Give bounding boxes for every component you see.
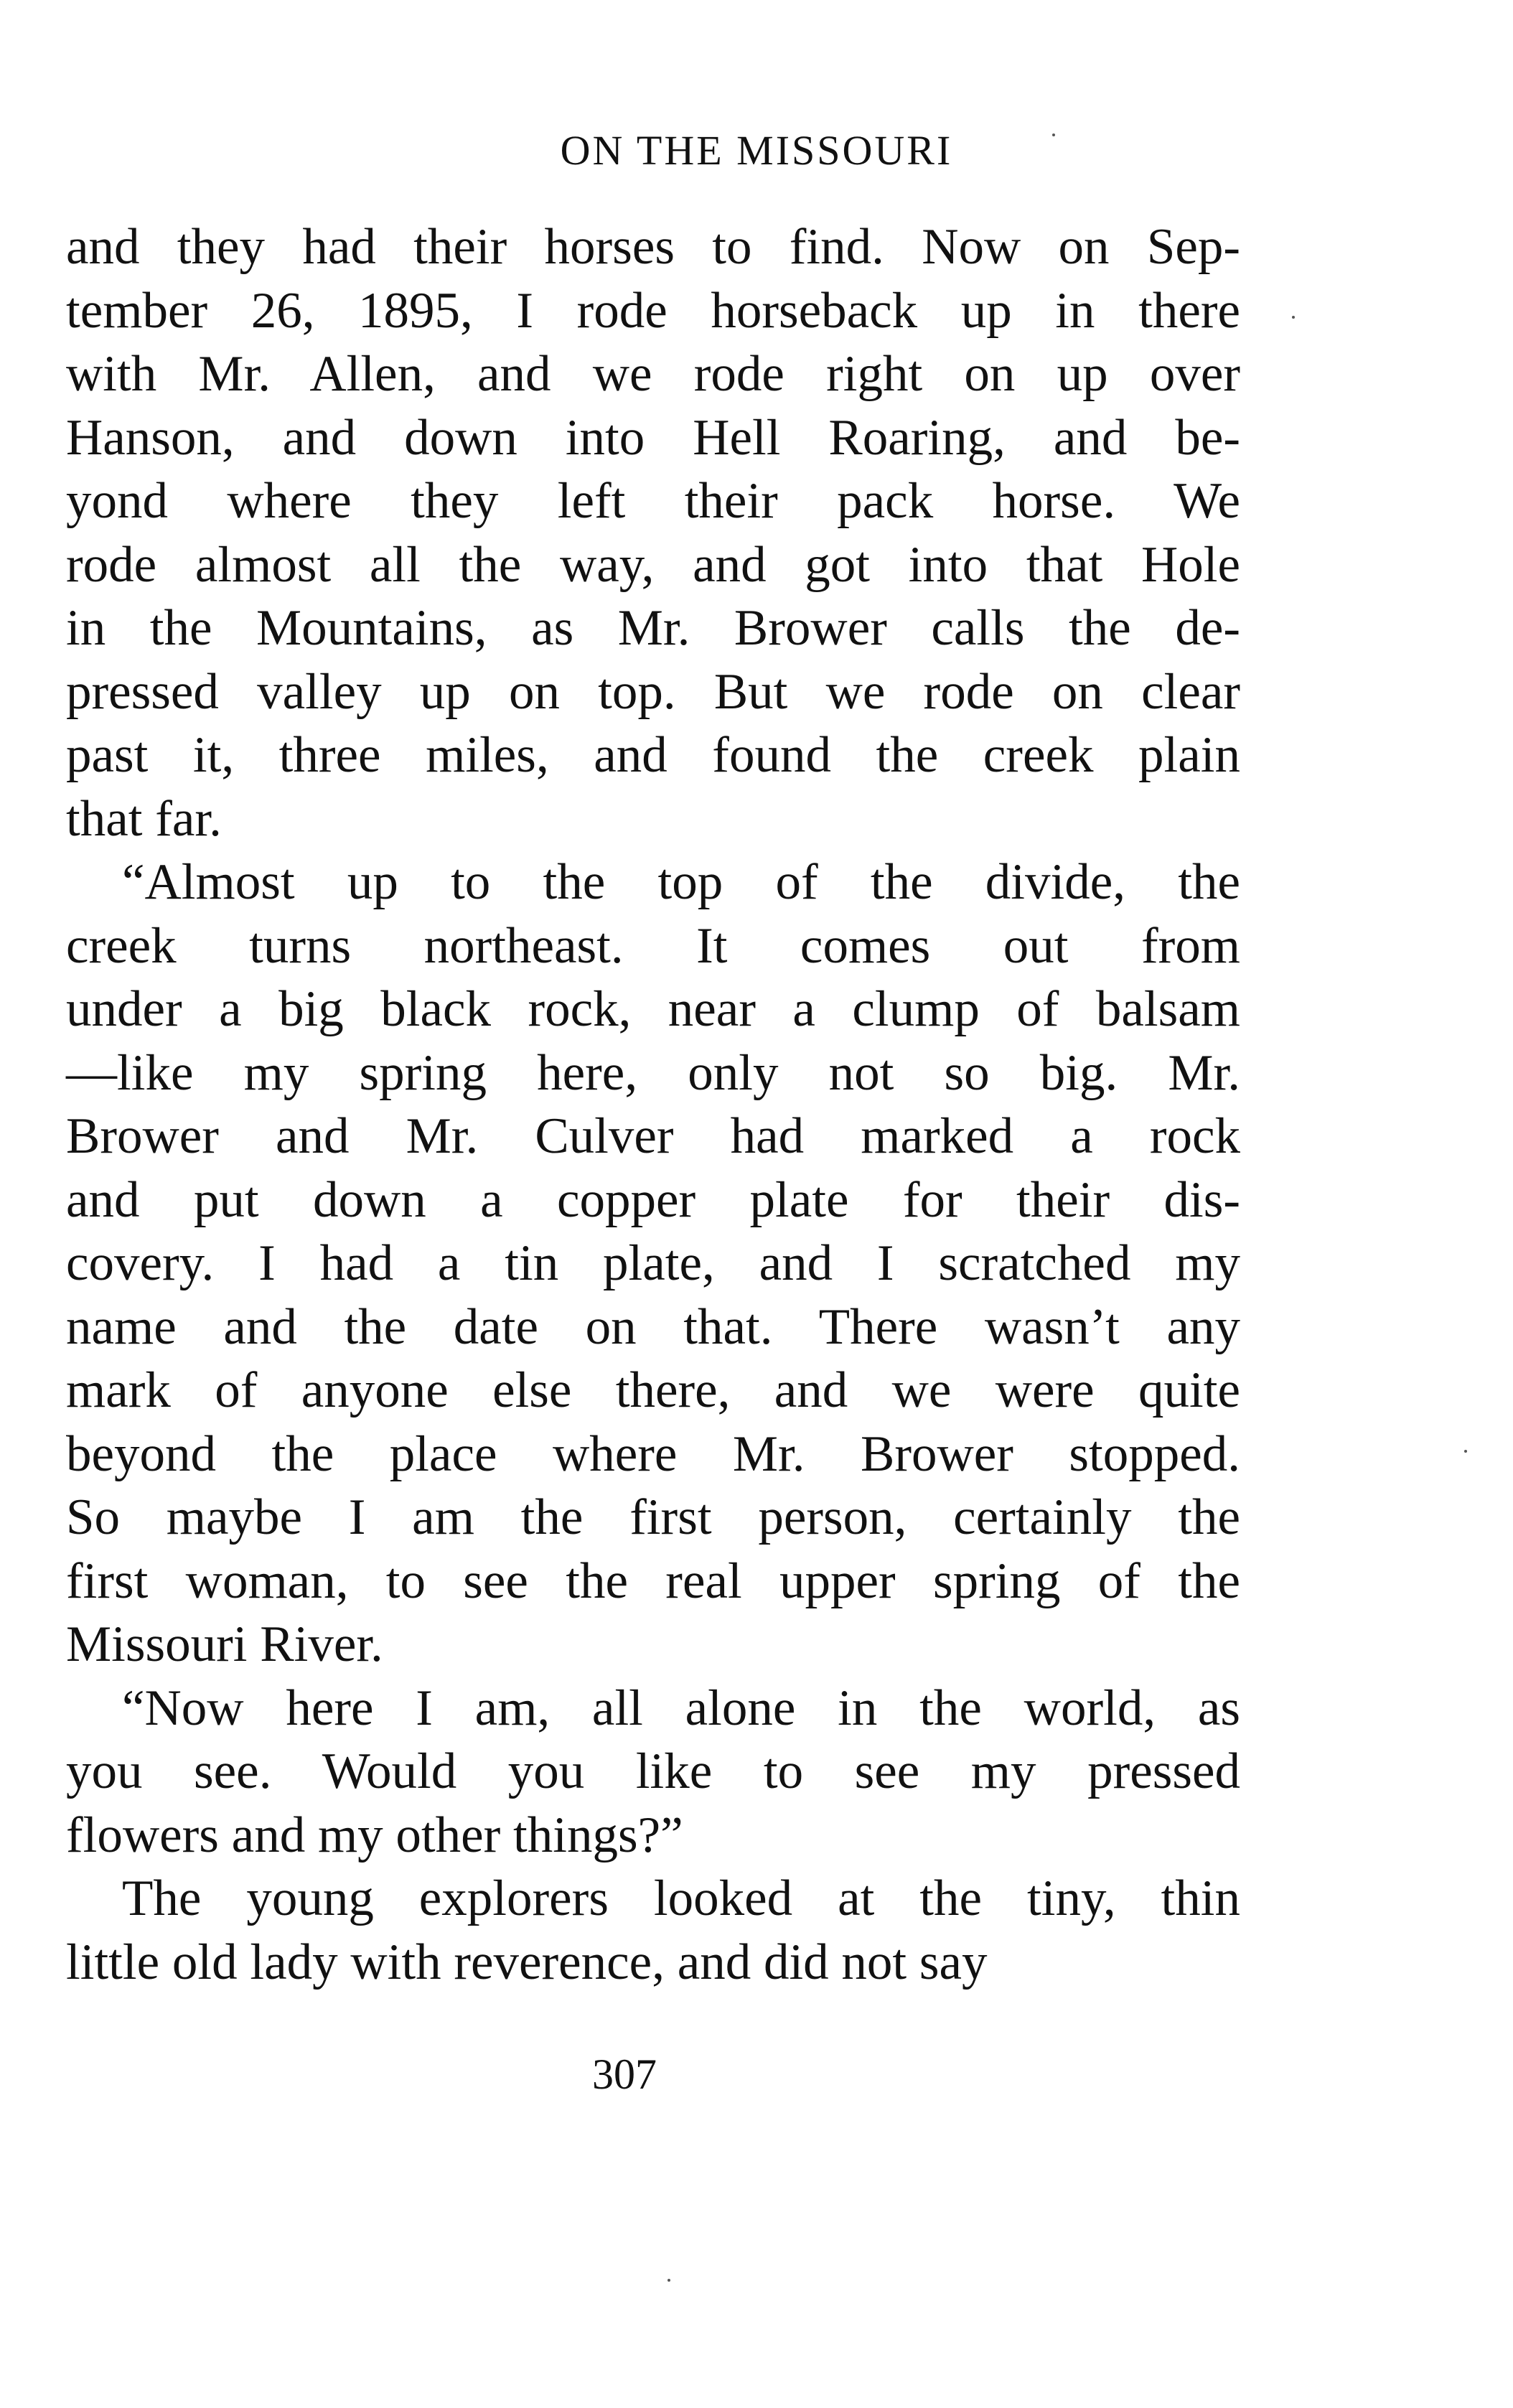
text-line: in the Mountains, as Mr. Brower calls the de- [66, 600, 1240, 656]
paragraph [66, 851, 1240, 1677]
text-line: covery. I had a tin plate, and I scratched my [66, 1235, 1240, 1291]
text-line: under a big black rock, near a clump of balsam [66, 981, 1240, 1037]
text-line: yond where they left their pack horse. We [66, 473, 1240, 529]
paragraph [66, 215, 1240, 851]
running-head: ON THE MISSOURI [560, 127, 953, 174]
paragraph [66, 1867, 1240, 1994]
text-line: and put down a copper plate for their dis- [66, 1171, 1240, 1228]
text-line: first woman, to see the real upper spring of the [66, 1552, 1240, 1609]
text-line: name and the date on that. There wasn’t any [66, 1298, 1240, 1355]
text-line: little old lady with reverence, and did not say [66, 1934, 988, 1990]
text-line: pressed valley up on top. But we rode on clear [66, 663, 1240, 720]
text-line: Hanson, and down into Hell Roaring, and be- [66, 409, 1240, 466]
text-line: beyond the place where Mr. Brower stopped. [66, 1425, 1240, 1482]
text-line: Brower and Mr. Culver had marked a rock [66, 1108, 1240, 1164]
text-line: —like my spring here, only not so big. Mr. [66, 1044, 1240, 1101]
paper-speck [1292, 316, 1295, 319]
body-text [66, 215, 1240, 1994]
paper-speck [668, 2279, 670, 2282]
text-line: flowers and my other things?” [66, 1807, 683, 1863]
text-line: and they had their horses to find. Now on Sep- [66, 219, 1240, 275]
paper-speck [1052, 133, 1055, 136]
text-line: The young explorers looked at the tiny, thin [122, 1870, 1240, 1926]
text-line: “Almost up to the top of the divide, the [122, 854, 1240, 910]
text-line: creek turns northeast. It comes out from [66, 917, 1240, 974]
text-line: “Now here I am, all alone in the world, as [122, 1679, 1240, 1736]
text-line: that far. [66, 790, 222, 847]
page-number: 307 [592, 2051, 657, 2098]
text-line: with Mr. Allen, and we rode right on up over [66, 346, 1240, 402]
text-line: tember 26, 1895, I rode horseback up in there [66, 282, 1240, 339]
text-line: mark of anyone else there, and we were quite [66, 1362, 1240, 1418]
paper-speck [1464, 1450, 1467, 1453]
text-line: rode almost all the way, and got into that Hole [66, 536, 1240, 593]
text-line: you see. Would you like to see my pressed [66, 1743, 1240, 1799]
paragraph [66, 1677, 1240, 1868]
text-line: So maybe I am the first person, certainly the [66, 1489, 1240, 1545]
text-line: past it, three miles, and found the creek plain [66, 727, 1240, 783]
text-line: Missouri River. [66, 1616, 383, 1672]
